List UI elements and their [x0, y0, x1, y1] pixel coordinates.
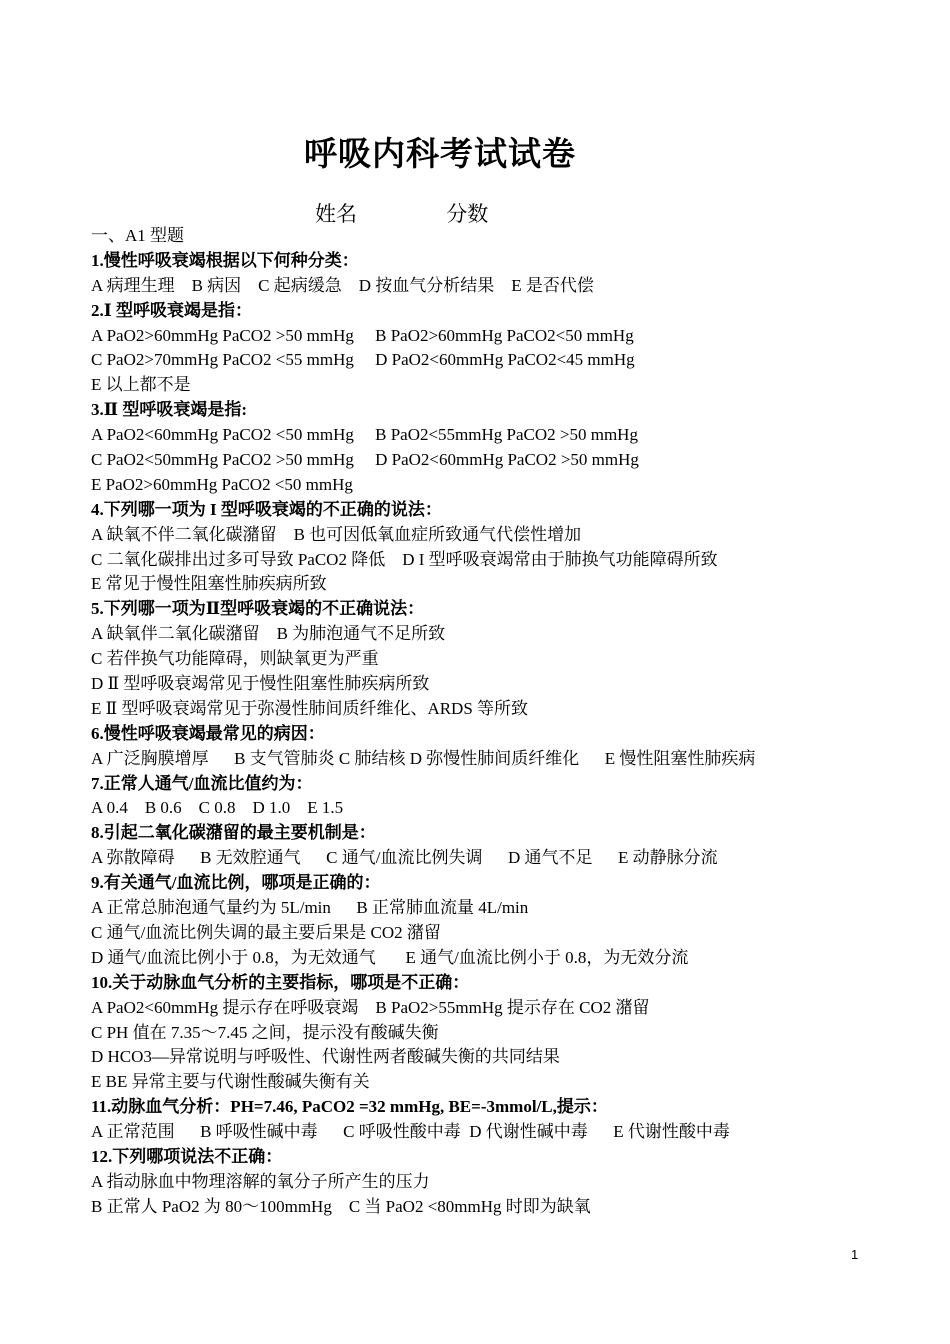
- question-stem: 12.下列哪项说法不正确：: [91, 1146, 283, 1166]
- answer-options: A PaO2<60mmHg PaCO2 <50 mmHg B PaO2<55mmHg PaCO2 >50 mmHg: [91, 425, 638, 445]
- answer-options: A 病理生理 B 病因 C 起病缓急 D 按血气分析结果 E 是否代偿: [91, 275, 594, 295]
- answer-options: A 缺氧伴二氧化碳潴留 B 为肺泡通气不足所致: [91, 624, 446, 644]
- question-stem: 11.动脉血气分析：PH=7.46, PaCO2 =32 mmHg, BE=-3mmol/L,提示：: [91, 1097, 608, 1117]
- page-title: 呼吸内科考试试卷: [304, 137, 576, 173]
- score-label: 分数: [446, 202, 489, 226]
- answer-options: E 以上都不是: [91, 375, 191, 395]
- question-stem: 2.Ⅰ 型呼吸衰竭是指：: [91, 300, 252, 320]
- answer-options: A PaO2>60mmHg PaCO2 >50 mmHg B PaO2>60mmHg PaCO2<50 mmHg: [91, 325, 634, 345]
- answer-options: C PH 值在 7.35～7.45 之间，提示没有酸碱失衡: [91, 1022, 439, 1042]
- question-stem: 9.有关通气/血流比例，哪项是正确的：: [91, 873, 381, 893]
- exam-body: [91, 224, 891, 1220]
- answer-options: C 二氧化碳排出过多可导致 PaCO2 降低 D I 型呼吸衰竭常由于肺换气功能障碍所致: [91, 549, 718, 569]
- answer-options: D 通气/血流比例小于 0.8，为无效通气 E 通气/血流比例小于 0.8，为无效分流: [91, 947, 689, 967]
- question-stem: 4.下列哪一项为 I 型呼吸衰竭的不正确的说法：: [91, 499, 442, 519]
- question-stem: 6.慢性呼吸衰竭最常见的病因：: [91, 723, 325, 743]
- answer-options: E Ⅱ 型呼吸衰竭常见于弥漫性肺间质纤维化、ARDS 等所致: [91, 698, 529, 718]
- question-stem: 3.Ⅱ 型呼吸衰竭是指:: [91, 400, 247, 420]
- answer-options: E BE 异常主要与代谢性酸碱失衡有关: [91, 1072, 370, 1092]
- section-heading: 一、A1 型题: [91, 226, 185, 245]
- answer-options: A 0.4 B 0.6 C 0.8 D 1.0 E 1.5: [91, 798, 344, 818]
- answer-options: C PaO2<50mmHg PaCO2 >50 mmHg D PaO2<60mmHg PaCO2 >50 mmHg: [91, 450, 639, 470]
- answer-options: E PaO2>60mmHg PaCO2 <50 mmHg: [91, 474, 353, 494]
- answer-options: A 弥散障碍 B 无效腔通气 C 通气/血流比例失调 D 通气不足 E 动静脉分流: [91, 848, 718, 868]
- answer-options: E 常见于慢性阻塞性肺疾病所致: [91, 574, 327, 594]
- answer-options: A 正常范围 B 呼吸性碱中毒 C 呼吸性酸中毒 D 代谢性碱中毒 E 代谢性酸中毒: [91, 1122, 730, 1142]
- answer-options: A 广泛胸膜增厚 B 支气管肺炎 C 肺结核 D 弥慢性肺间质纤维化 E 慢性阻塞性肺疾病: [91, 748, 756, 768]
- answer-options: D Ⅱ 型呼吸衰竭常见于慢性阻塞性肺疾病所致: [91, 674, 430, 694]
- answer-options: C 通气/血流比例失调的最主要后果是 CO2 潴留: [91, 922, 441, 942]
- question-stem: 10.关于动脉血气分析的主要指标，哪项是不正确：: [91, 972, 470, 992]
- question-stem: 1.慢性呼吸衰竭根据以下何种分类：: [91, 250, 359, 270]
- answer-options: A PaO2<60mmHg 提示存在呼吸衰竭 B PaO2>55mmHg 提示存在 CO2 潴留: [91, 997, 650, 1017]
- question-stem: 7.正常人通气/血流比值约为：: [91, 773, 313, 793]
- page-number: 1: [851, 1247, 859, 1262]
- answer-options: C PaO2>70mmHg PaCO2 <55 mmHg D PaO2<60mmHg PaCO2<45 mmHg: [91, 350, 635, 370]
- question-stem: 5.下列哪一项为Ⅱ型呼吸衰竭的不正确说法：: [91, 599, 425, 619]
- answer-options: A 指动脉血中物理溶解的氧分子所产生的压力: [91, 1171, 430, 1191]
- answer-options: D HCO3—异常说明与呼吸性、代谢性两者酸碱失衡的共同结果: [91, 1047, 560, 1067]
- answer-options: A 缺氧不伴二氧化碳潴留 B 也可因低氧血症所致通气代偿性增加: [91, 524, 582, 544]
- answer-options: B 正常人 PaO2 为 80～100mmHg C 当 PaO2 <80mmHg 时即为缺氧: [91, 1196, 591, 1216]
- question-stem: 8.引起二氧化碳潴留的最主要机制是：: [91, 823, 376, 843]
- name-label: 姓名: [315, 202, 357, 226]
- answer-options: A 正常总肺泡通气量约为 5L/min B 正常肺血流量 4L/min: [91, 898, 529, 918]
- answer-options: C 若伴换气功能障碍，则缺氧更为严重: [91, 649, 379, 669]
